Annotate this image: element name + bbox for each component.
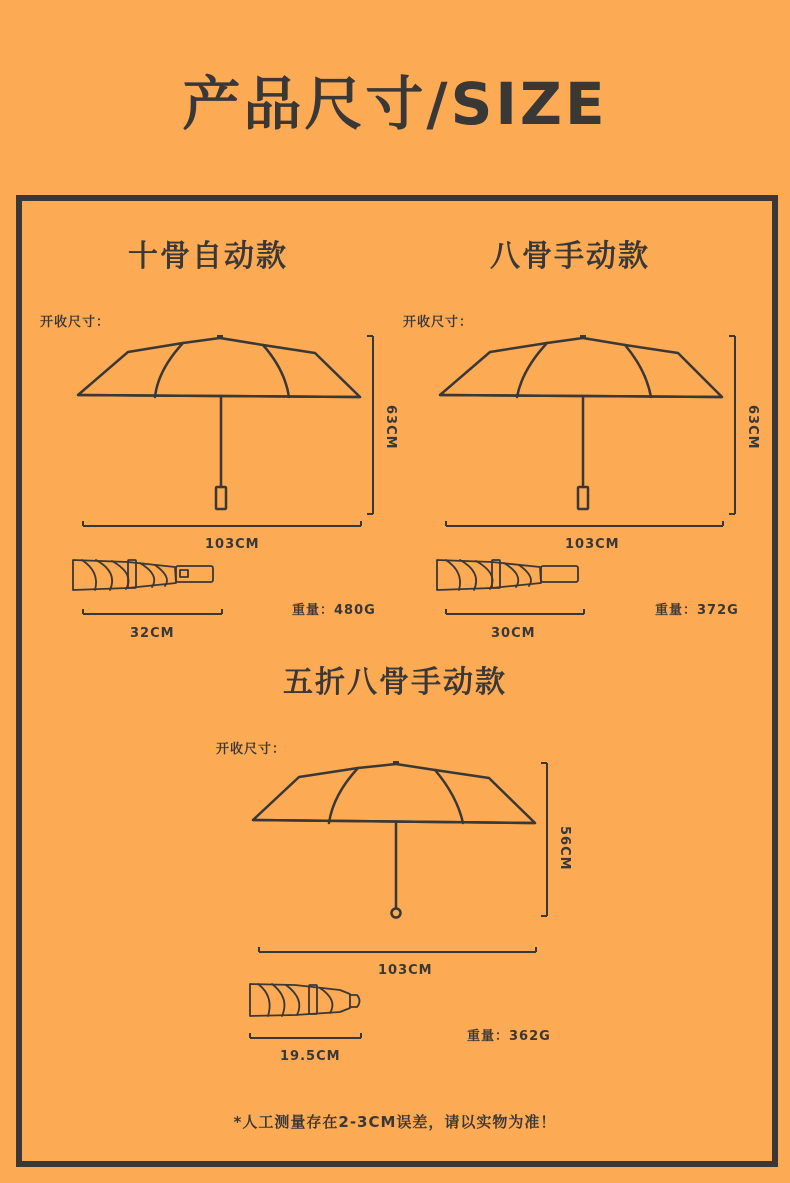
model-1-title: 十骨自动款 <box>128 239 288 274</box>
model-3-weight-text: 重量：362G <box>467 1029 551 1044</box>
measurement-footnote: *人工测量存在2-3CM误差，请以实物为准！ <box>233 1113 557 1131</box>
model-2-folded-text: 30CM <box>491 626 536 641</box>
model-3-width-text: 103CM <box>378 963 433 978</box>
page-title: 产品尺寸/SIZE <box>182 70 608 138</box>
model-1-open-label: 开收尺寸： <box>40 315 111 330</box>
model-3-folded-text: 19.5CM <box>280 1049 341 1064</box>
model-3-height-text: 56CM <box>557 826 572 871</box>
model-1-folded-text: 32CM <box>130 626 175 641</box>
model-1-width-text: 103CM <box>205 537 260 552</box>
model-2-width-text: 103CM <box>565 537 620 552</box>
model-2-weight-text: 重量：372G <box>655 603 739 618</box>
model-2-title: 八骨手动款 <box>490 239 650 274</box>
model-1-height-text: 63CM <box>383 405 398 450</box>
model-3-title: 五折八骨手动款 <box>283 665 507 700</box>
model-2-open-label: 开收尺寸： <box>403 315 474 330</box>
model-3-open-label: 开收尺寸： <box>216 742 287 757</box>
model-2-height-text: 63CM <box>745 405 760 450</box>
model-1-weight-text: 重量：480G <box>292 603 376 618</box>
